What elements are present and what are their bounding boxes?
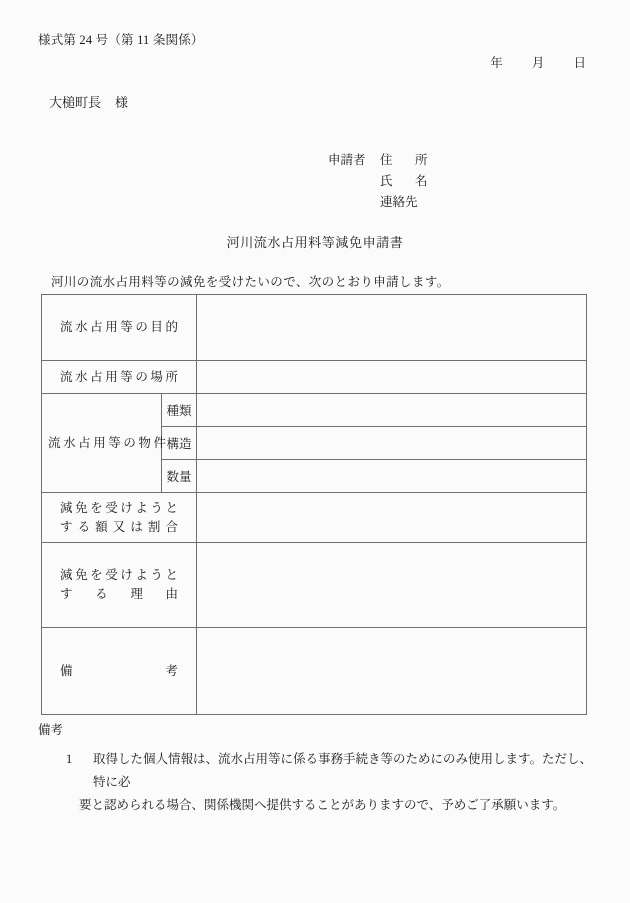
table-row-remarks <box>42 628 587 715</box>
subrow-value-type[interactable] <box>197 394 587 427</box>
note-line-2: 要と認められる場合、関係機関へ提供することがありますので、予めご了承願います。 <box>79 798 566 812</box>
row-label-reduction-reason: 減免を受けようと す る 理 由 <box>42 543 197 628</box>
subrow-value-quantity[interactable] <box>197 460 587 493</box>
applicant-heading: 申請者 <box>328 153 366 167</box>
row-value-location[interactable] <box>197 361 587 394</box>
applicant-contact-label: 連絡先 <box>380 195 418 209</box>
note-line-1: 取得した個人情報は、流水占用等に係る事務手続き等のためにのみ使用します。ただし、特に必 <box>93 752 593 789</box>
row-label-reduction-amount: 減免を受けようと する額又は割合 <box>42 493 197 543</box>
application-table <box>41 294 587 715</box>
page-title: 河川流水占用料等減免申請書 <box>226 235 404 250</box>
note-item <box>66 748 596 817</box>
date-month-label: 月 <box>531 56 545 70</box>
subrow-label-type: 種類 <box>162 394 197 427</box>
addressee-honorific: 様 <box>115 95 129 110</box>
applicant-name-row <box>328 171 433 192</box>
applicant-contact-row <box>328 192 433 213</box>
row-label-remarks: 備 考 <box>42 628 197 715</box>
row-value-reduction-amount[interactable] <box>197 493 587 543</box>
row-label-object: 流水占用等の物件 <box>42 394 162 493</box>
table-row-location <box>42 361 587 394</box>
note-number: 1 <box>66 752 73 766</box>
applicant-address-row <box>328 150 433 171</box>
table-row-object-type <box>42 394 587 427</box>
subrow-label-structure: 構造 <box>162 427 197 460</box>
table-row-reduction-amount <box>42 493 587 543</box>
form-number: 様式第 24 号（第 11 条関係） <box>38 33 204 47</box>
row-label-location: 流水占用等の場所 <box>42 361 197 394</box>
row-label-purpose: 流水占用等の目的 <box>42 295 197 361</box>
row-value-purpose[interactable] <box>197 295 587 361</box>
subrow-label-quantity: 数量 <box>162 460 197 493</box>
subrow-value-structure[interactable] <box>197 427 587 460</box>
row-value-remarks[interactable] <box>197 628 587 715</box>
applicant-name-label: 氏 名 <box>380 174 433 188</box>
date-year-label: 年 <box>490 56 503 70</box>
table-row-purpose <box>42 295 587 361</box>
applicant-block <box>328 150 433 213</box>
date-line <box>490 53 586 71</box>
date-day-label: 日 <box>573 56 586 70</box>
notes-heading: 備考 <box>38 723 64 737</box>
note-body <box>79 748 596 817</box>
applicant-address-label: 住 所 <box>380 153 433 167</box>
table-row-reduction-reason <box>42 543 587 628</box>
addressee-name: 大槌町長 <box>49 95 102 110</box>
lead-paragraph: 河川の流水占用料等の減免を受けたいので、次のとおり申請します。 <box>51 275 450 289</box>
addressee <box>49 92 128 111</box>
row-value-reduction-reason[interactable] <box>197 543 587 628</box>
